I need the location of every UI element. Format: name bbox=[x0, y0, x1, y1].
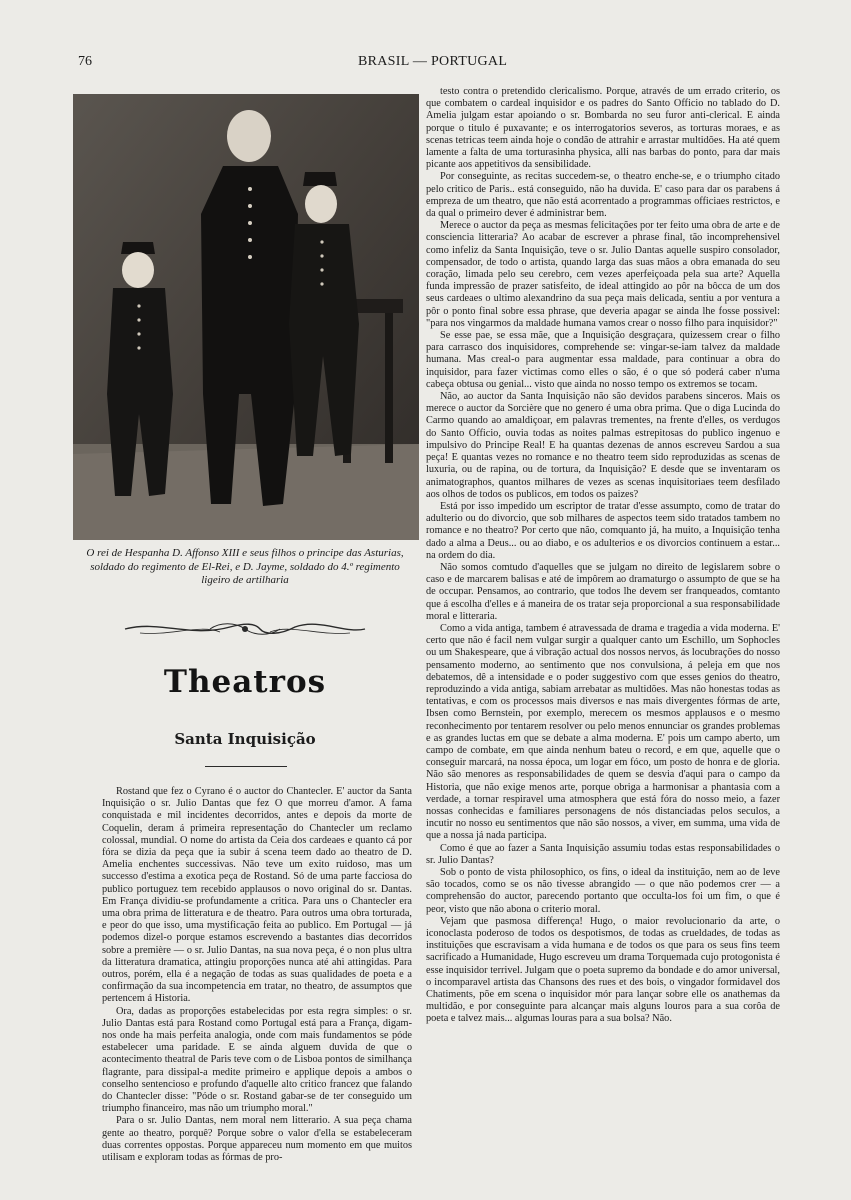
title-rule bbox=[205, 766, 287, 767]
paragraph: Sob o ponto de vista philosophico, os fins, o ideal da instituição, nem ao de leve são tocados, como se os não tivesse abrangido — o que não podemos crer — a comprehensão do auctor, parecendo portanto que occulta-los foi um fim, o que é peor, visto que não abona o criterio moral. bbox=[426, 867, 780, 915]
paragraph: Por conseguinte, as recitas succedem-se, o theatro enche-se, e o triumpho citado pelo critico de Paris.. está conseguido, não ha duvida. E' caso para dar os parabens á empreza de um theatro, que não está acorrentado a programmas officiaes restrictos, e da qual o primeiro dever é administrar bem. bbox=[426, 171, 780, 220]
paragraph: Ora, dadas as proporções estabelecidas por esta regra simples: o sr. Julio Dantas está para Rostand como Portugal está para a França, digam-nos onde ha mais perfeita analogia, onde com mais fundamentos se póde estabelecer uma paridade. E se ainda alguem duvida de que o acontecimento theatral de Paris teve com o de Lisboa pontos de similhança flagrante, para dissipal-a medite primeiro e applique depois a ambos o conselho sentencioso e profundo d'aquelle alto critico francez que falando do Chantecler disse: "Póde o sr. Rostand gabar-se de ter conseguido um triumpho financeiro, mas não um triumpho moral." bbox=[102, 1005, 412, 1115]
decorative-divider bbox=[120, 618, 370, 640]
article-title: Santa Inquisição bbox=[174, 730, 316, 748]
running-title: BRASIL — PORTUGAL bbox=[358, 54, 508, 69]
paragraph: Está por isso impedido um escriptor de tratar d'esse assumpto, como de tratar do adulterio ou do divorcio, que sob milhares de aspectos teem sido tratados tambem no romance e no theatro? Por certo que não, comquanto já, ha muito, a Inquisição tenha dado a alma a Deus... ou ao diabo, e os adulterios e os divorcios continuem a estar... na ordem do dia. bbox=[426, 500, 780, 561]
paragraph: Não somos comtudo d'aquelles que se julgam no direito de legislarem sobre o caso e de marcarem balisas e até de impôrem ao dramaturgo o assumpto de que se ha de occupar. Pensamos, ao contrario, que todos lhe devem ser franqueados, comtanto que á escolha d'elles e á maneira de os tratar seja proporcional a sua responsabilidade moral e litteraria. bbox=[426, 561, 780, 622]
paragraph: Se esse pae, se essa mãe, que a Inquisição desgraçara, quizessem crear o filho para carrasco dos inquisidores, comprehende se: vingar-se-iam talvez da maldade humana. Mas creal-o para augmentar essa maldade, para continuar a obra do inquisidor, para fazer victimas como elles o são, é o que só poderá caber n'uma cabeça obtusa ou genial... visto que ainda no nosso tempo os extremos se tocam. bbox=[426, 330, 780, 390]
paragraph: testo contra o pretendido clericalismo. Porque, através de um errado criterio, os que combatem o cardeal inquisidor e os padres do Santo Officio no tablado do D. Amelia julgam estar apoiando o sr. Bombarda no seu furor anti-clerical. E ainda porque o titulo é puxavante; e os interrogatorios severos, as torturas moraes, e as scenas tetricas teem ainda hoje o condão de attrahir e arrastar multidões. Ha até quem lamente a falta de uma torturasinha physica, alli nas barbas do ponto, para dar mais picante aos appetitivos da sensibilidade. bbox=[426, 86, 780, 171]
photo-caption: O rei de Hespanha D. Affonso XIII e seus filhos o principe das Asturias, soldado do regimento de El-Rei, e D. Jayme, soldado do 4.º regimento ligeiro de artilharia bbox=[86, 547, 404, 586]
photo-illustration bbox=[73, 94, 419, 540]
right-column bbox=[426, 86, 780, 1170]
paragraph: Como é que ao fazer a Santa Inquisição assumiu todas estas responsabilidades o sr. Julio Dantas? bbox=[426, 842, 780, 866]
paragraph: Vejam que pasmosa differença! Hugo, o maior revolucionario da arte, o iconoclasta poderoso de todos os despotismos, de todas as crueldades, de todas as instituições que escravisam a vida humana e de todos os que para os seus fins teem sacrificado a Humanidade, Hugo escreveu um drama Torquemada cujo protogonista é esse inquisidor terrivel. Julgam que o poeta supremo da bondade e do amor universal, o incomparavel artista das Chansons des rues et des bois, o vingador formidavel dos Chatiments, põe em scena o inquisidor mór para lançar sobre elle os anathemas da multidão, e por conseguinte para alcançar mais alguns louros para a sua corôa de poeta e talvez mais... algumas louras para a sua bolsa? Não. bbox=[426, 915, 780, 1025]
page-number: 76 bbox=[78, 54, 92, 69]
paragraph: Como a vida antiga, tambem é atravessada de drama e tragedia a vida moderna. E' certo que não é facil nem vulgar surgir a qualquer canto um Eschillo, um Sophocles ou um Shakespeare, que á vibração actual dos nossos nervos, ás locubrações do nosso pensamento moderno, ao sentimento que nos convulsiona, á peleja em que nos debatemos, dê a intensidade e o poder suggestivo com que esses genios do theatro, reproduzindo a vida antiga, sabiam arrebatar as multidões. Mas não honestas todas as tentativas, e com os processos mais diversos e nas mais divergentes fórmas de arte, Ibsen como Bernstein, por exemplo, merecem os mesmos applausos e o mesmo reconhecimento por tentarem resolver ou pelo menos ennunciar os grandes problemas e as grandes luctas em que se debate a alma moderna. E' pois um campo aberto, um campo de combate, em que ainda nenhum bateu o record, e em que, aquelle que o conseguir marcará, na nossa época, um logar em fóco, um posto de honra e de gloria. Não são menores as responsabilidades de quem se desvia d'aqui para o campo da Historia, que não exige menos arte, porque obriga a harmonisar a phantasia com a verdade, a tornar respiravel uma atmosphera que está fóra do nosso meio, a fazer nossas conhecidas e familiares personagens de nós distanciadas pelos seculos, a incutir no nosso eu sentimentos que não são nossos, a viver, em summa, uma vida de que a nossa já nada participa. bbox=[426, 622, 780, 842]
section-title: Theatros bbox=[163, 664, 327, 700]
paragraph: Para o sr. Julio Dantas, nem moral nem litterario. A sua peça chama gente ao theatro, porquê? Porque sobre o valor d'ella se estabeleceram duas correntes oppostas. Porque appareceu num momento em que muitos utilisam e exploram todas as fórmas de pro- bbox=[102, 1115, 412, 1164]
paragraph: Merece o auctor da peça as mesmas felicitações por ter feito uma obra de arte e de consciencia litteraria? Ao acabar de escrever a phrase final, tão incomprehensivel como infeliz da Santa Inquisição, teve o sr. Julio Dantas aquelle suspiro consolador, compensador, de todo o artista, quando larga das suas mãos a obra emanada do seu coração, limada pelo seu cerebro, cem vezes aperfeiçoada pela sua arte? Aquella funda impressão de prazer satisfeito, de ideal attingido ao pôr na bôcca de um dos seus cardeaes o ultimo alexandrino da sua peça mais delicada, sentiu a por ventura a pôr o ponto final sobre essa phrase, que deveria apagar se ainda lhe fosse possivel: "para nos vingarmos da maldade humana vamos crear o nosso filho para inquisidor?" bbox=[426, 220, 780, 329]
paragraph: Rostand que fez o Cyrano é o auctor do Chantecler. E' auctor da Santa Inquisição o sr. Julio Dantas que fez O que morreu d'amor. A fama conquistada e mil incidentes decorridos, antes e depois da morte de Coquelin, deram á primeira representação do Chantecler um reclamo colossal, mundial. O nome do artista da Ceia dos cardeaes e quanto cá por fóra se dizia da peça que ia subir á scena teem dado ao theatro de D. Amelia enchentes successivas. Não teve um exito ruidoso, mas um successo d'estima a exotica peça de Rostand. Só de uma parte facciosa do publico portuguez tem recebido applausos o novo original do sr. Dantas. Em França dividiu-se profundamente a critica. Para uns o Chantecler era uma obra prima de litteratura e de theatro. Para outros uma obra torturada, e peor do que isso, uma mystificação feita ao publico. Em Portugal — já podemos dizel-o porque estamos escrevendo a bastantes dias decorridos sobre a première — o sr. Julio Dantas, na sua nova peça, é o non plus ultra da litteratura dramatica, attingiu proporções nunca até ahi attingidas. Para outros, porém, ella é a negação de todas as suas qualidades de poeta e a confirmação da sua incompetencia em tratar, no theatro, de assumptos que pertencem á Historia. bbox=[102, 786, 412, 1005]
portrait-photograph bbox=[73, 94, 419, 540]
left-column bbox=[102, 786, 412, 1164]
paragraph: Não, ao auctor da Santa Inquisição não são devidos parabens sinceros. Mais os merece o auctor da Sorcière que no genero é uma obra prima. Que o diga Lucinda do Carmo quando ao amaldiçoar, em palavras trementes, na frente d'elles, os verdugos do Santo Officio, ouvia todas as noites palmas estrepitosas do publico ingenuo e impulsivo do Principe Real! E ha quantas dezenas de annos escreveu Sardou a sua peça! E quantas vezes no romance e no theatro teem sido reproduzidas as scenas de luxuria, ou de rapina, ou de tortura, da Inquisição? E desde que se inventaram os animatographos, quantos milhares de vezes as scenas inquisitoriaes teem desfilado aos olhos de todos os publicos, em todos os paizes? bbox=[426, 391, 780, 500]
